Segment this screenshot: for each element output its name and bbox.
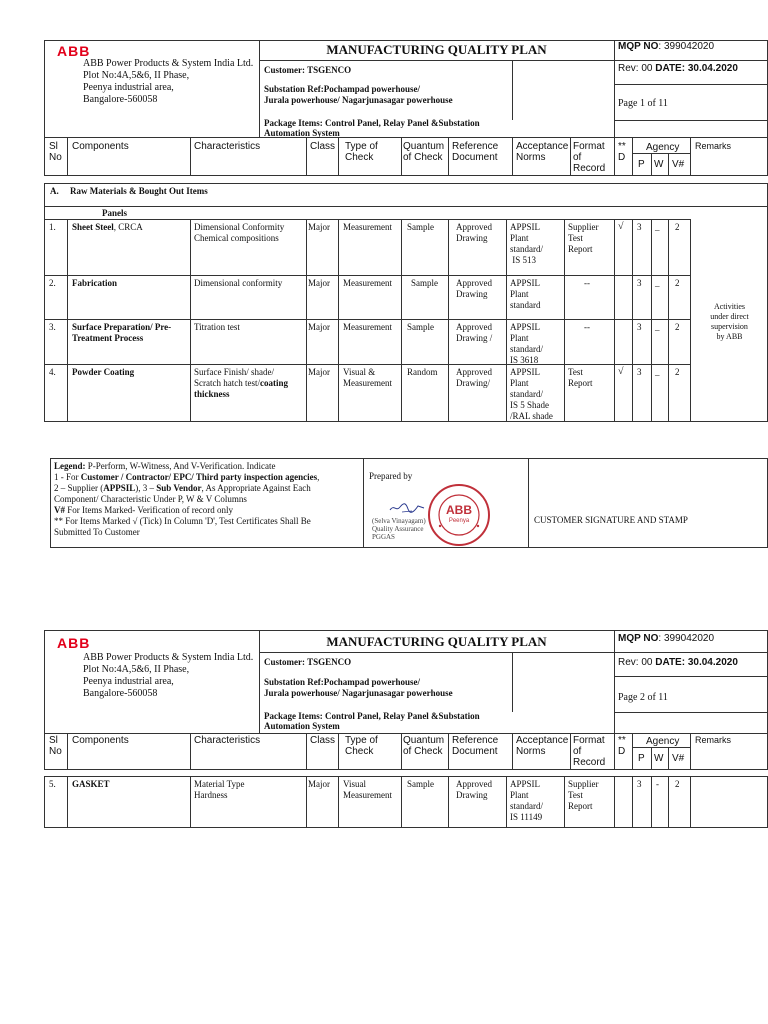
row-characteristics: Material Type Hardness xyxy=(194,779,245,800)
package-items-1: Package Items: Control Panel, Relay Panel &Substation xyxy=(264,118,480,128)
row-p: 3 xyxy=(637,222,642,232)
row-class: Major xyxy=(308,322,330,332)
customer-label: Customer: TSGENCO xyxy=(264,65,352,75)
row-w: - xyxy=(656,779,659,789)
row-acceptance: APPSIL Plant standard xyxy=(510,278,541,310)
company-address-2: Peenya industrial area, xyxy=(83,676,174,687)
row-class: Major xyxy=(308,278,330,288)
col-characteristics: Characteristics xyxy=(194,735,261,746)
company-address-1: Plot No:4A,5&6, II Phase, xyxy=(83,664,190,675)
row-p: 3 xyxy=(637,367,642,377)
row-reference: Approved Drawing / xyxy=(456,322,493,343)
abb-logo: ABB xyxy=(57,43,91,59)
row-sl: 2. xyxy=(49,278,56,288)
row-format: Supplier Test Report xyxy=(568,222,599,254)
row-reference: Approved Drawing xyxy=(456,278,492,299)
col-type-of-check: Type of Check xyxy=(345,141,378,163)
row-type: Measurement xyxy=(343,222,392,232)
col-acceptance: Acceptance Norms xyxy=(516,735,569,757)
row-acceptance: APPSIL Plant standard/ IS 513 xyxy=(510,222,543,265)
row-acceptance: APPSIL Plant standard/ IS 5 Shade /RAL shade xyxy=(510,367,553,421)
row-component: Fabrication xyxy=(72,278,117,288)
revision: Rev: 00 DATE: 30.04.2020 xyxy=(618,63,738,74)
row-w: _ xyxy=(655,322,660,332)
row-reference: Approved Drawing/ xyxy=(456,367,492,388)
row-sl: 1. xyxy=(49,222,56,232)
row-w: _ xyxy=(655,278,660,288)
col-v: V# xyxy=(672,753,685,764)
page-number: Page 2 of 11 xyxy=(618,692,668,703)
col-reference: Reference Document xyxy=(452,735,499,757)
row-v: 2 xyxy=(675,222,680,232)
section-subtitle: Panels xyxy=(102,208,128,218)
mqp-number: MQP NO: 399042020 xyxy=(618,633,715,644)
row-v: 2 xyxy=(675,779,680,789)
section-title: A. Raw Materials & Bought Out Items xyxy=(50,186,208,196)
row-acceptance: APPSIL Plant standard/ IS 11149 xyxy=(510,779,543,822)
col-v: V# xyxy=(672,159,685,170)
row-p: 3 xyxy=(637,779,642,789)
company-name: ABB Power Products & System India Ltd. xyxy=(83,652,254,663)
row-p: 3 xyxy=(637,278,642,288)
col-components: Components xyxy=(72,141,129,152)
row-characteristics: Surface Finish/ shade/ Scratch hatch test/coating thickness xyxy=(194,367,288,399)
row-w: _ xyxy=(655,222,660,232)
col-agency: Agency xyxy=(646,142,680,153)
row-quantum: Sample xyxy=(407,322,434,332)
row-component: Powder Coating xyxy=(72,367,135,377)
row-w: _ xyxy=(655,367,660,377)
substation-ref-2: Jurala powerhouse/ Nagarjunasagar powerhouse xyxy=(264,95,453,105)
row-v: 2 xyxy=(675,322,680,332)
col-characteristics: Characteristics xyxy=(194,141,261,152)
row-class: Major xyxy=(308,222,330,232)
row-class: Major xyxy=(308,367,330,377)
col-format: Format of Record xyxy=(573,141,606,174)
row-acceptance: APPSIL Plant standard/ IS 3618 xyxy=(510,322,543,365)
col-quantum: Quantum of Check xyxy=(403,735,445,757)
row-format: Supplier Test Report xyxy=(568,779,599,811)
row-v: 2 xyxy=(675,367,680,377)
col-w: W xyxy=(654,159,664,170)
package-items-1: Package Items: Control Panel, Relay Panel &Substation xyxy=(264,711,480,721)
col-agency: Agency xyxy=(646,736,680,747)
stamp-sub-text: Peenya xyxy=(448,518,470,524)
col-acceptance: Acceptance Norms xyxy=(516,141,569,163)
row-component: Surface Preparation/ Pre- Treatment Process xyxy=(72,322,172,343)
company-address-2: Peenya industrial area, xyxy=(83,82,174,93)
abb-logo: ABB xyxy=(57,635,91,651)
col-d: ** D xyxy=(618,141,626,163)
row-quantum: Sample xyxy=(407,779,434,789)
col-type-of-check: Type of Check xyxy=(345,735,378,757)
company-address-1: Plot No:4A,5&6, II Phase, xyxy=(83,70,190,81)
revision: Rev: 00 DATE: 30.04.2020 xyxy=(618,657,738,668)
document-title: MANUFACTURING QUALITY PLAN xyxy=(326,42,547,57)
row-component: Sheet Steel, CRCA xyxy=(72,222,143,232)
row-sl: 4. xyxy=(49,367,56,377)
customer-label: Customer: TSGENCO xyxy=(264,657,352,667)
package-items-2: Automation System xyxy=(264,128,340,138)
prepared-by-label: Prepared by xyxy=(369,471,413,481)
col-components: Components xyxy=(72,735,129,746)
row-d-tick: √ xyxy=(618,366,624,377)
page-number: Page 1 of 11 xyxy=(618,98,668,109)
row-component: GASKET xyxy=(72,779,110,789)
row-reference: Approved Drawing xyxy=(456,222,492,243)
row-format: -- xyxy=(584,322,590,332)
document-title: MANUFACTURING QUALITY PLAN xyxy=(326,634,547,649)
row-format: Test Report xyxy=(568,367,593,388)
row-d-tick: √ xyxy=(618,221,624,232)
col-sl-no: Sl No xyxy=(49,735,62,757)
substation-ref-2: Jurala powerhouse/ Nagarjunasagar powerhouse xyxy=(264,688,453,698)
col-format: Format of Record xyxy=(573,735,606,768)
company-name: ABB Power Products & System India Ltd. xyxy=(83,58,254,69)
row-characteristics: Titration test xyxy=(194,322,240,332)
row-type: Visual & Measurement xyxy=(343,367,392,388)
col-sl-no: Sl No xyxy=(49,141,62,163)
stamp-center-text: ABB xyxy=(446,503,472,517)
gasket-table xyxy=(44,776,768,828)
row-characteristics: Dimensional conformity xyxy=(194,278,283,288)
row-reference: Approved Drawing xyxy=(456,779,492,800)
substation-ref-1: Substation Ref:Pochampad powerhouse/ xyxy=(264,677,421,687)
col-p: P xyxy=(638,753,645,764)
col-w: W xyxy=(654,753,664,764)
col-p: P xyxy=(638,159,645,170)
col-remarks: Remarks xyxy=(695,141,732,151)
row-p: 3 xyxy=(637,322,642,332)
col-class: Class xyxy=(310,735,336,746)
row-v: 2 xyxy=(675,278,680,288)
row-sl: 3. xyxy=(49,322,56,332)
row-quantum: Sample xyxy=(407,222,434,232)
col-d: ** D xyxy=(618,735,626,757)
row-quantum: Random xyxy=(407,367,438,377)
row-type: Visual Measurement xyxy=(343,779,392,800)
row-type: Measurement xyxy=(343,322,392,332)
mqp-number: MQP NO: 399042020 xyxy=(618,41,715,52)
package-items-2: Automation System xyxy=(264,721,340,731)
col-remarks: Remarks xyxy=(695,735,732,745)
remarks-text: Activities under direct supervision by ABB xyxy=(710,302,749,341)
row-class: Major xyxy=(308,779,330,789)
row-quantum: Sample xyxy=(411,278,438,288)
row-type: Measurement xyxy=(343,278,392,288)
signature-image xyxy=(388,500,428,516)
col-quantum: Quantum of Check xyxy=(403,141,445,163)
col-class: Class xyxy=(310,141,336,152)
signatory-details: (Selva Vinayagam) Quality Assurance PGGAS xyxy=(372,517,426,541)
row-sl: 5. xyxy=(49,779,56,789)
row-characteristics: Dimensional Conformity Chemical compositions xyxy=(194,222,285,243)
company-address-3: Bangalore-560058 xyxy=(83,94,158,105)
col-reference: Reference Document xyxy=(452,141,499,163)
customer-signature-label: CUSTOMER SIGNATURE AND STAMP xyxy=(534,515,688,525)
substation-ref-1: Substation Ref:Pochampad powerhouse/ xyxy=(264,84,421,94)
legend-text: Legend: P-Perform, W-Witness, And V-Verification. Indicate 1 - For Customer / Contractor/ EPC/ Third party inspection agencies, 2 – Supplier (APPSIL), 3 – Sub Vendor, As Appropriate Against Each Component/ Characteristic Under P, W & V Columns V# For Items Marked- Verification of record only ** For Items Marked √ (Tick) In Column 'D', Test Certificates Shall Be Submitted To Customer xyxy=(54,461,320,537)
company-address-3: Bangalore-560058 xyxy=(83,688,158,699)
row-format: -- xyxy=(584,278,590,288)
